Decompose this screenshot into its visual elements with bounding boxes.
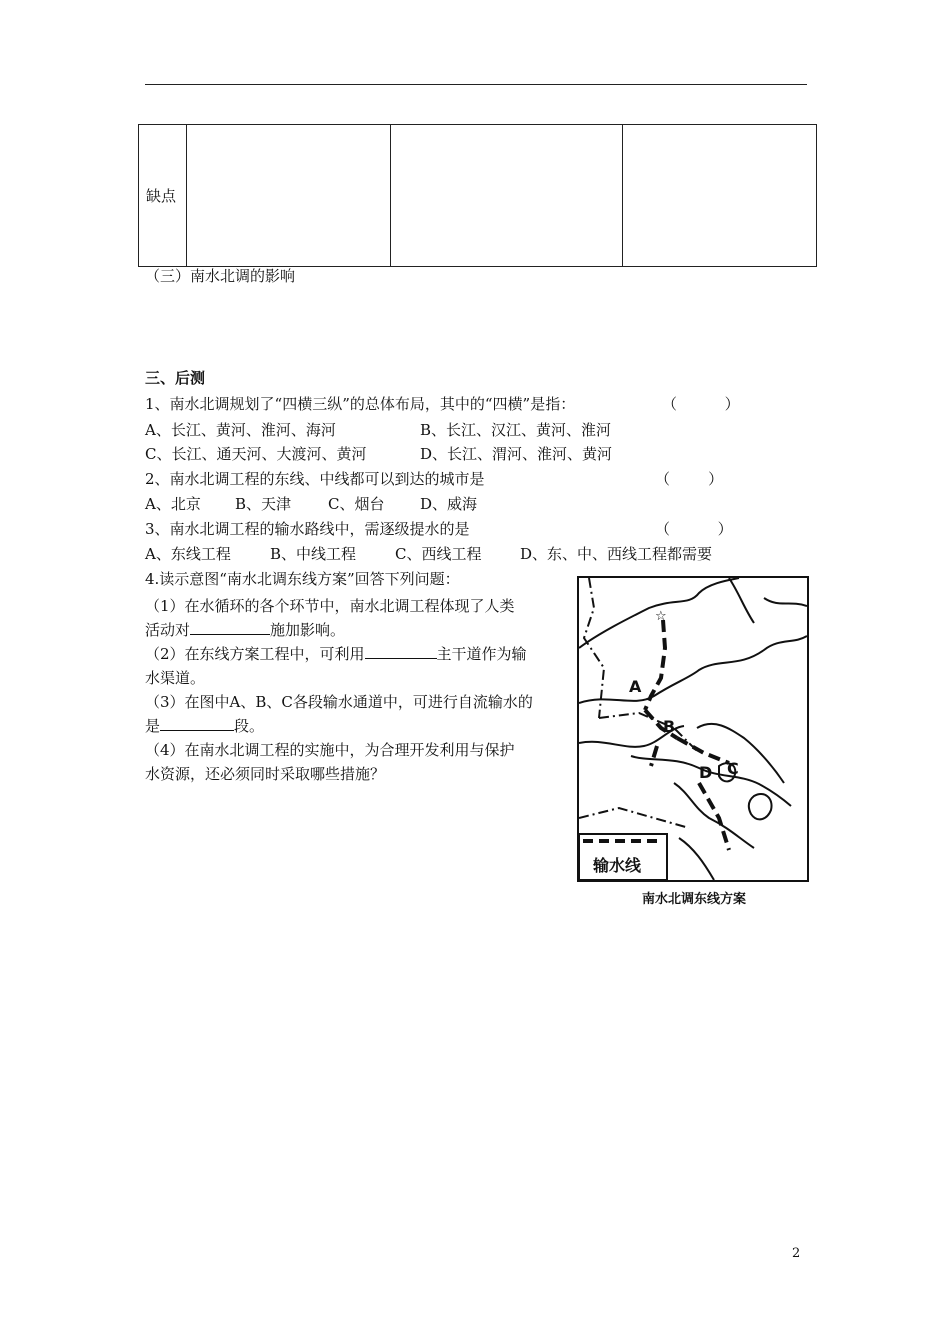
beijing-star-icon: ☆ — [655, 609, 667, 624]
map-label-d: D — [699, 763, 713, 782]
q1-stem: 1、南水北调规划了“四横三纵”的总体布局，其中的“四横”是指： — [145, 395, 576, 413]
table-row — [139, 125, 817, 267]
river-line — [579, 636, 807, 703]
map-label-c: C — [727, 759, 739, 778]
legend-label: 输水线 — [593, 856, 642, 875]
map-drawing — [579, 578, 807, 880]
q4-subquestions — [145, 594, 565, 786]
row-label-disadvantage: 缺点 — [139, 125, 187, 267]
q1-option-c: C、长江、通天河、大渡河、黄河 — [145, 445, 367, 463]
q4-p2-suffix: 主干道作为输 — [436, 645, 527, 663]
page-number: 2 — [792, 1246, 801, 1261]
q3-option-c: C、西线工程 — [395, 545, 482, 563]
comparison-table — [138, 124, 817, 267]
q2-option-d: D、威海 — [420, 495, 478, 513]
river-line — [674, 783, 754, 848]
map-label-b: B — [663, 717, 676, 736]
boundary-line — [599, 713, 699, 753]
q4-p1-line2 — [145, 618, 565, 642]
table-cell — [623, 125, 817, 267]
table-cell — [391, 125, 623, 267]
q3-stem: 3、南水北调工程的输水路线中，需逐级提水的是 — [145, 520, 470, 538]
q4-p4-line2: 水资源，还必须同时采取哪些措施？ — [145, 765, 386, 783]
lake-outline — [749, 794, 772, 819]
q2-stem: 2、南水北调工程的东线、中线都可以到达的城市是 — [145, 470, 485, 488]
q4-p3-prefix: 是 — [145, 717, 161, 735]
q4-p1-line1: （1）在水循环的各个环节中，南水北调工程体现了人类 — [145, 597, 515, 615]
map-label-a: A — [629, 677, 642, 696]
q4-p3-line1: （3）在图中A、B、C各段输水通道中，可进行自流输水的 — [145, 693, 533, 711]
q4-p3-suffix: 段。 — [234, 717, 265, 735]
q1-option-b: B、长江、汉江、黄河、淮河 — [420, 421, 612, 439]
header-rule — [145, 84, 807, 85]
q4-p3-line2 — [145, 714, 565, 738]
river-line — [729, 578, 754, 623]
q4-p1-suffix: 施加影响。 — [270, 621, 346, 639]
map-caption: 南水北调东线方案 — [641, 892, 746, 907]
east-route-map — [577, 576, 809, 882]
transfer-route-lower — [699, 783, 729, 850]
q1-option-d: D、长江、渭河、淮河、黄河 — [420, 445, 613, 463]
boundary-line — [584, 578, 604, 718]
table-cell — [187, 125, 391, 267]
q2-option-c: C、烟台 — [328, 495, 385, 513]
answer-blank-2[interactable] — [365, 643, 437, 659]
q3-option-b: B、中线工程 — [270, 545, 357, 563]
q1-answer-paren: （ ） — [662, 395, 740, 413]
q3-option-d: D、东、中、西线工程都需要 — [520, 545, 713, 563]
answer-blank-3[interactable] — [160, 715, 234, 731]
q4-p2-line2: 水渠道。 — [145, 669, 206, 687]
q4-p2-prefix: （2）在东线方案工程中，可利用 — [145, 645, 365, 663]
q2-answer-paren: （ ） — [655, 470, 724, 488]
transfer-route-c — [677, 738, 729, 763]
q4-intro: 4.读示意图“南水北调东线方案”回答下列问题： — [145, 570, 460, 588]
boundary-line — [579, 808, 689, 828]
q4-p1-prefix: 活动对 — [145, 621, 191, 639]
q1-option-a: A、长江、黄河、淮河、海河 — [145, 421, 336, 439]
q3-option-a: A、东线工程 — [145, 545, 231, 563]
q3-answer-paren: （ ） — [655, 520, 733, 538]
q2-option-a: A、北京 — [145, 495, 201, 513]
q2-option-b: B、天津 — [235, 495, 292, 513]
section-heading: 三、后测 — [145, 369, 206, 387]
coastline — [764, 598, 807, 606]
section-subheading: （三）南水北调的影响 — [145, 267, 296, 285]
transfer-route-branch — [651, 746, 657, 766]
q4-p2-line1 — [145, 642, 565, 666]
q4-p4-line1: （4）在南水北调工程的实施中，为合理开发利用与保护 — [145, 741, 515, 759]
answer-blank-1[interactable] — [190, 619, 270, 635]
river-line — [679, 838, 714, 880]
